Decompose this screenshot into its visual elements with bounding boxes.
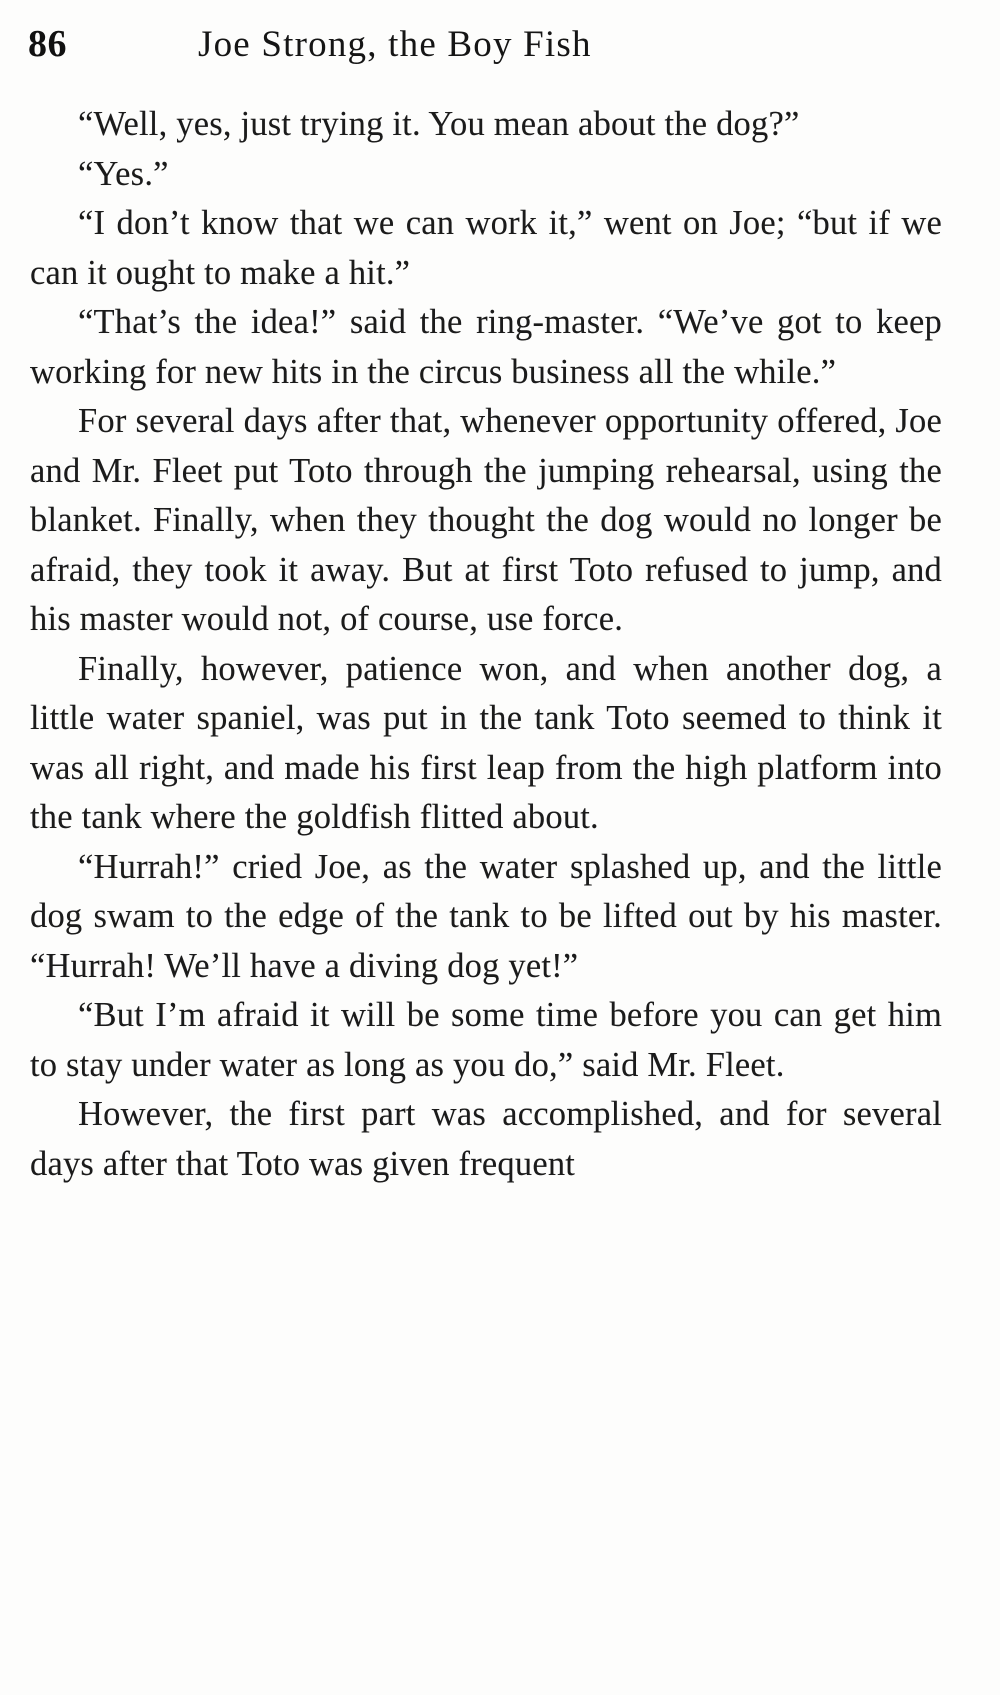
body-text [22,100,942,1189]
paragraph: “Yes.” [78,154,169,193]
paragraph: “That’s the idea!” said the ring-master. “We’ve got to keep working for new hits in the circus business all the while.” [30,303,942,391]
paragraph: “I don’t know that we can work it,” went on Joe; “but if we can it ought to make a hit.” [30,204,942,292]
paragraph: “But I’m afraid it will be some time before you can get him to stay under water as long as you do,” said Mr. Fleet. [30,996,942,1084]
running-title: Joe Strong, the Boy Fish [198,24,592,65]
paragraph: However, the first part was accomplished, and for several days after that Toto was given frequent [30,1095,942,1183]
paragraph: “Well, yes, just trying it. You mean about the dog?” [78,105,800,143]
paragraph: “Hurrah!” cried Joe, as the water splashed up, and the little dog swam to the edge of the tank to be lifted out by his master. “Hurrah! We’ll have a diving dog yet!” [30,847,942,985]
page-header [22,22,940,84]
page-number: 86 [28,23,67,65]
paragraph: For several days after that, whenever opportunity offered, Joe and Mr. Fleet put Toto through the jumping rehearsal, using the blanket. Finally, when they thought the dog would no longer be afraid, they took it away. But at first Toto refused to jump, and his master would not, of course, use force. [30,402,942,638]
paragraph: Finally, however, patience won, and when another dog, a little water spaniel, was put in the tank Toto seemed to think it was all right, and made his first leap from the high platform into the tank where the goldfish flitted about. [30,649,942,836]
